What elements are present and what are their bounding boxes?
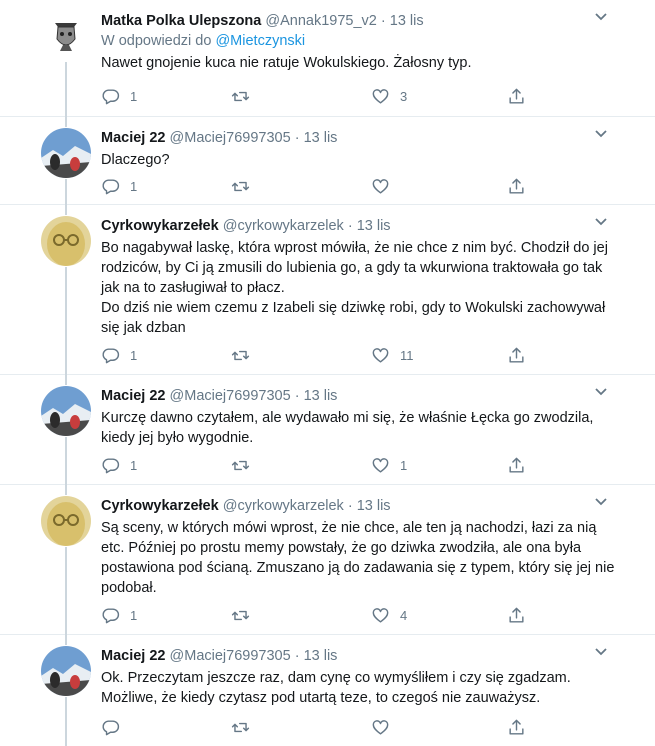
tweet-date[interactable]: 13 lis [303, 388, 338, 404]
reply-button[interactable] [101, 343, 137, 367]
retweet-button[interactable] [231, 174, 260, 198]
tweet-actions [101, 343, 541, 367]
like-icon [371, 606, 390, 625]
retweet-icon [231, 177, 250, 196]
user-handle[interactable]: @cyrkowykarzelek [222, 218, 344, 234]
like-icon [371, 87, 390, 106]
share-button[interactable] [507, 603, 526, 627]
retweet-button[interactable] [231, 343, 260, 367]
retweet-icon [231, 456, 250, 475]
user-handle[interactable]: @Maciej76997305 [169, 648, 291, 664]
thread-line [65, 267, 67, 375]
share-button[interactable] [507, 84, 526, 108]
chevron-down-icon[interactable] [594, 387, 608, 397]
display-name[interactable]: Cyrkowykarzełek [101, 218, 219, 234]
separator-dot: · [294, 648, 300, 664]
tweet-date[interactable]: 13 lis [356, 498, 391, 514]
separator-dot: · [347, 218, 353, 234]
reply-button[interactable] [101, 453, 137, 477]
tweet-text [101, 408, 615, 448]
thread-line [65, 117, 67, 127]
tweet-text [101, 668, 615, 708]
tweet-header [101, 128, 615, 148]
thread-line [65, 697, 67, 746]
like-icon [371, 456, 390, 475]
tweet-text-line: Nawet gnojenie kuca nie ratuje Wokulskiego. Żałosny typ. [101, 55, 472, 71]
reply-context [101, 31, 615, 51]
like-button[interactable] [371, 174, 400, 198]
reply-count: 1 [130, 457, 138, 473]
chevron-down-icon[interactable] [594, 12, 608, 22]
reply-icon [101, 346, 120, 365]
tweet-header [101, 216, 615, 236]
thread-line [65, 635, 67, 645]
thread-line [65, 62, 67, 117]
like-button[interactable] [371, 84, 407, 108]
reply-button[interactable] [101, 84, 137, 108]
avatar[interactable] [41, 646, 91, 696]
reply-count: 1 [130, 347, 138, 363]
share-button[interactable] [507, 715, 526, 739]
avatar[interactable] [41, 386, 91, 436]
user-handle[interactable]: @cyrkowykarzelek [222, 498, 344, 514]
retweet-button[interactable] [231, 715, 260, 739]
thread-line [65, 179, 67, 205]
tweet[interactable] [0, 117, 655, 205]
tweet-text-line: Dlaczego? [101, 152, 170, 168]
retweet-button[interactable] [231, 453, 260, 477]
separator-dot: · [347, 498, 353, 514]
reply-button[interactable] [101, 603, 137, 627]
retweet-icon [231, 346, 250, 365]
display-name[interactable]: Maciej 22 [101, 388, 166, 404]
reply-count: 1 [130, 178, 138, 194]
tweet-actions [101, 715, 541, 739]
retweet-button[interactable] [231, 603, 260, 627]
chevron-down-icon[interactable] [594, 497, 608, 507]
retweet-icon [231, 606, 250, 625]
chevron-down-icon[interactable] [594, 129, 608, 139]
reply-button[interactable] [101, 174, 137, 198]
tweet-header [101, 496, 615, 516]
user-handle[interactable]: @Annak1975_v2 [265, 13, 377, 29]
tweet-text [101, 53, 615, 73]
reply-icon [101, 456, 120, 475]
like-count: 4 [400, 607, 408, 623]
thread-line [65, 485, 67, 495]
thread-line [65, 437, 67, 485]
like-button[interactable] [371, 603, 407, 627]
tweet-text-line: Bo nagabywał laskę, która wprost mówiła, że nie chce z nim być. Chodził do jej rodziców, by Ci ją zmusili do lubienia go, a gdy ta wkurwiona traktowała go tak jak na to zasługiwał to płacz. [101, 240, 608, 296]
like-button[interactable] [371, 343, 414, 367]
like-button[interactable] [371, 453, 407, 477]
tweet-text-line: Do dziś nie wiem czemu z Izabeli się dziwkę robi, gdy to Wokulski zachowywał się jak dzban [101, 300, 606, 336]
user-handle[interactable]: @Maciej76997305 [169, 130, 291, 146]
retweet-icon [231, 87, 250, 106]
tweet-actions [101, 84, 541, 108]
like-count: 1 [400, 457, 408, 473]
separator-dot: · [294, 388, 300, 404]
tweet-date[interactable]: 13 lis [389, 13, 424, 29]
display-name[interactable]: Maciej 22 [101, 130, 166, 146]
avatar[interactable] [41, 216, 91, 266]
tweet[interactable] [0, 635, 655, 746]
tweet-actions [101, 453, 541, 477]
like-icon [371, 718, 390, 737]
share-icon [507, 177, 526, 196]
share-icon [507, 718, 526, 737]
reply-icon [101, 177, 120, 196]
reply-count: 1 [130, 607, 138, 623]
chevron-down-icon[interactable] [594, 217, 608, 227]
reply-prefix: W odpowiedzi do [101, 33, 212, 49]
thread-line [65, 375, 67, 385]
reply-icon [101, 87, 120, 106]
tweet-header [101, 386, 615, 406]
like-icon [371, 346, 390, 365]
share-button[interactable] [507, 343, 526, 367]
tweet[interactable] [0, 375, 655, 485]
like-icon [371, 177, 390, 196]
tweet-text-line: Ok. Przeczytam jeszcze raz, dam cynę co wymyśliłem i czy się zgadzam. Możliwe, że kiedy czytasz pod utartą teze, to czegoś nie zauważysz. [101, 670, 571, 706]
like-button[interactable] [371, 715, 400, 739]
tweet-text-line: Kurczę dawno czytałem, ale wydawało mi się, że właśnie Łęcka go zwodzila, kiedy jej było wygodnie. [101, 410, 594, 446]
tweet-header [101, 646, 615, 666]
share-icon [507, 346, 526, 365]
retweet-button[interactable] [231, 84, 260, 108]
share-icon [507, 606, 526, 625]
reply-count: 1 [130, 88, 138, 104]
like-count: 11 [400, 347, 414, 363]
display-name[interactable]: Maciej 22 [101, 648, 166, 664]
tweet-actions [101, 603, 541, 627]
retweet-icon [231, 718, 250, 737]
reply-icon [101, 718, 120, 737]
thread-line [65, 547, 67, 635]
thread-line [65, 205, 67, 215]
tweet-actions [101, 174, 541, 198]
tweet-text-line: Są sceny, w których mówi wprost, że nie chce, ale ten ją nachodzi, łazi za nią etc. Później po prostu memy powstały, że go dziwka zwodziła, ale ona była postawiona pod ścianą. Zmuszano ją do zadawania się z typem, który się jej nie podobał. [101, 520, 615, 596]
avatar[interactable] [41, 128, 91, 178]
reply-handle-link[interactable]: @Mietczynski [215, 33, 306, 49]
tweet-date[interactable]: 13 lis [356, 218, 391, 234]
tweet-text [101, 150, 615, 170]
tweet-date[interactable]: 13 lis [303, 130, 338, 146]
tweet-text [101, 518, 615, 598]
like-count: 3 [400, 88, 408, 104]
share-icon [507, 456, 526, 475]
share-button[interactable] [507, 174, 526, 198]
separator-dot: · [294, 130, 300, 146]
display-name[interactable]: Cyrkowykarzełek [101, 498, 219, 514]
reply-icon [101, 606, 120, 625]
tweet[interactable] [0, 0, 655, 117]
tweet[interactable] [0, 485, 655, 635]
avatar[interactable] [41, 11, 91, 61]
tweet-header [101, 11, 615, 31]
tweet-text [101, 238, 615, 338]
tweet[interactable] [0, 205, 655, 375]
display-name[interactable]: Matka Polka Ulepszona [101, 13, 262, 29]
user-handle[interactable]: @Maciej76997305 [169, 388, 291, 404]
avatar[interactable] [41, 496, 91, 546]
tweet-date[interactable]: 13 lis [303, 648, 338, 664]
separator-dot: · [380, 13, 386, 29]
share-button[interactable] [507, 453, 526, 477]
reply-button[interactable] [101, 715, 130, 739]
chevron-down-icon[interactable] [594, 647, 608, 657]
share-icon [507, 87, 526, 106]
